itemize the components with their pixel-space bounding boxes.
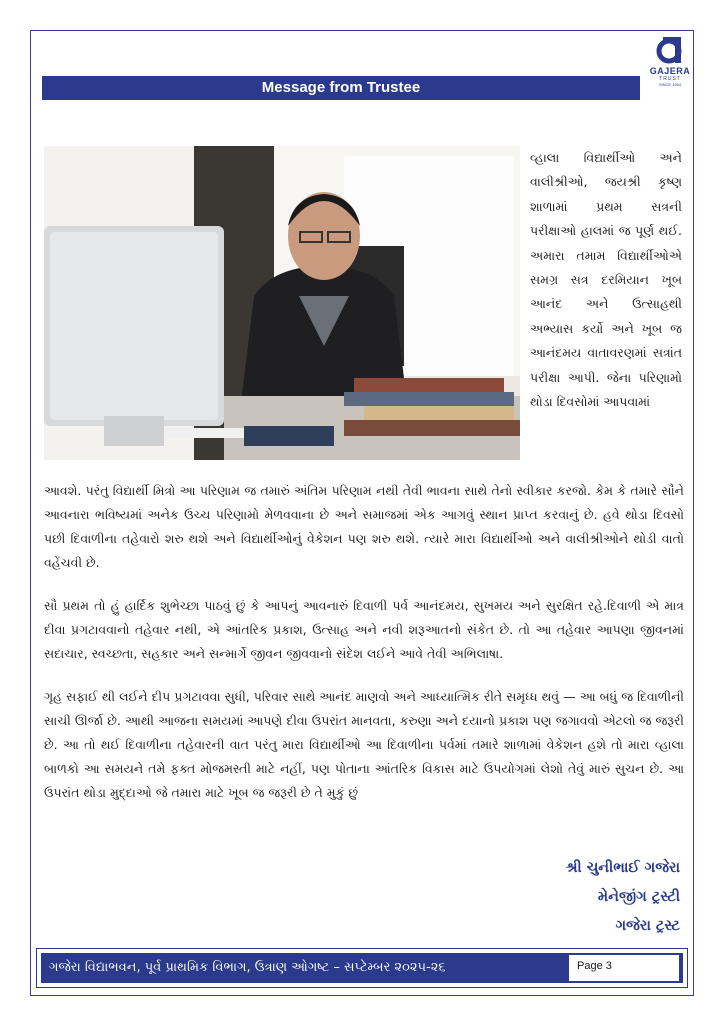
footer-bar xyxy=(41,953,683,983)
page-title: Message from Trustee xyxy=(42,76,640,100)
page-number: Page 3 xyxy=(569,955,679,981)
gajera-trust-logo xyxy=(646,35,694,99)
trustee-photo xyxy=(44,146,520,460)
paragraph-1: આવશે. પરંતુ વિદ્યાર્થી મિત્રો આ પરિણામ જ તમારું અંતિમ પરિણામ નથી તેવી ભાવના સાથે તેનો સ્વીકાર કરજો. કેમ કે તમારે સૌને આવનારા ભવિષ્યમાં અનેક ઉચ્ચ પરિણામો મેળવવાના છે અને સમાજમાં એક આગવું સ્થાન પ્રાપ્ત કરવાનું છે. હવે થોડા દિવસો પછી દિવાળીના તહેવારો શરુ થશે અને વિદ્યાર્થીઓનું વેકેશન પણ શરુ થશે. ત્યારે મારા વિદ્યાર્થીઓ અને વાલીશ્રીઓને થોડી વાતો વહેંચવી છે. xyxy=(44,483,684,570)
logo-sub: TRUST xyxy=(659,76,681,82)
logo-name: GAJERA xyxy=(649,66,691,76)
footer xyxy=(36,948,688,988)
footer-text: ગજેરા વિદ્યાભવન, પૂર્વ પ્રાથમિક વિભાગ, ઉત્રાણ ઓગષ્ટ – સપ્ટેમ્બર ૨૦૨૫-૨૬ xyxy=(49,960,446,975)
paragraph-3: ગૃહ સફાઈ થી લઈને દીપ પ્રગટાવવા સુધી, પરિવાર સાથે આનંદ માણવો અને આધ્યાત્મિક રીતે સમૃધ્ધ થવું — આ બધું જ દિવાળીની સાચી ઊર્જા છે. આથી આજના સમયમાં આપણે દીવા ઉપરાંત માનવતા, કરુણા અને દયાનો પ્રકાશ પણ જગાવવો એટલો જ જરૂરી છે. આ તો થઈ દિવાળીના તહેવારની વાત પરંતુ મારા વિદ્યાર્થીઓ આ દિવાળીના પર્વમાં તમારે શાળામાં વેકેશન હશે તો મારા વ્હાલા બાળકો આ સમયને તમે ફક્ત મોજમસ્તી માટે નહીં, પણ પોતાના આંતરિક વિકાસ માટે ઉપયોગમાં લેશો તેવું મારું સુચન છે. આ ઉપરાંત થોડા મુદ્દાઓ જે તમારા માટે ખૂબ જ જરૂરી છે તે મુકું છું xyxy=(44,689,684,800)
signature-role: મેનેજીંગ ટ્રસ્ટી xyxy=(597,889,680,905)
signature-name: શ્રી ચુનીભાઈ ગજેરા xyxy=(565,860,680,876)
logo-since: SINCE 1994 xyxy=(658,82,682,87)
signature-org: ગજેરા ટ્રસ્ટ xyxy=(615,918,680,934)
intro-paragraph: વ્હાલા વિદ્યાર્થીઓ અને વાલીશ્રીઓ, જયશ્રી કૃષ્ણ શાળામાં પ્રથમ સત્રની પરીક્ષાઓ હાલમાં જ પૂર્ણ થઈ. અમારા તમામ વિદ્યાર્થીઓએ સમગ્ર સત્ર દરમિયાન ખૂબ આનંદ અને ઉત્સાહથી અભ્યાસ કર્યો અને ખૂબ જ આનંદમય વાતાવરણમાં સત્રાંત પરીક્ષા આપી. જેના પરિણામો થોડા દિવસોમાં આપવામાં xyxy=(530,150,682,410)
paragraph-2: સૌ પ્રથમ તો હું હાર્દિક શુભેચ્છા પાઠવું છું કે આપનું આવનારું દિવાળી પર્વ આનંદમય, સુખમય અને સુરક્ષિત રહે.દિવાળી એ માત્ર દીવા પ્રગટાવવાનો તહેવાર નથી, એ આંતરિક પ્રકાશ, ઉત્સાહ અને નવી શરૂઆતનો સંકેત છે. તો આ તહેવાર આપણા જીવનમાં સદાચાર, સ્વચ્છતા, સહકાર અને સન્માર્ગે જીવન જીવવાનો સંદેશ લઈને આવે તેવી અભિલાષા. xyxy=(44,598,684,661)
logo-mark-icon xyxy=(655,35,685,65)
